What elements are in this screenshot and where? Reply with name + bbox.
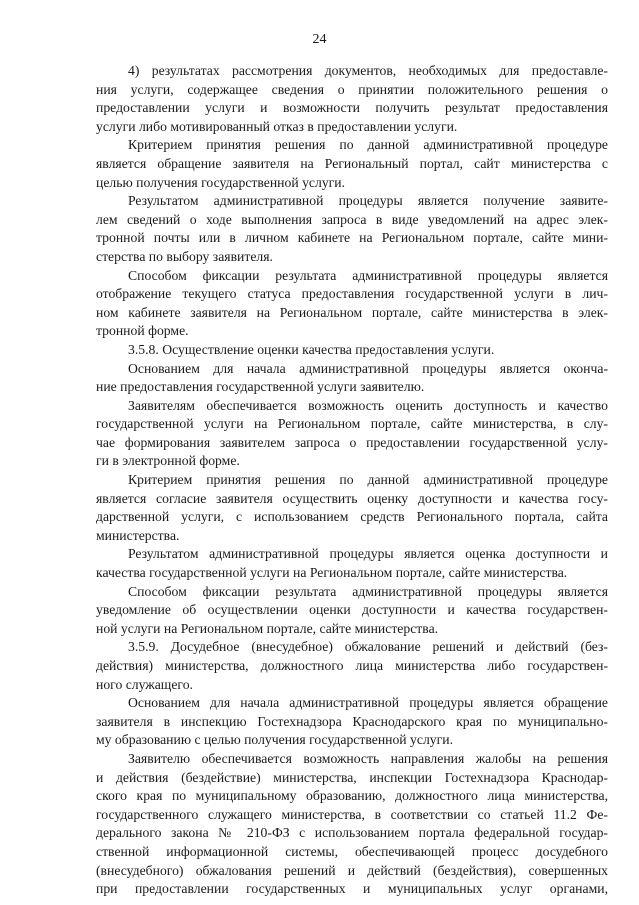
paragraph [96,341,608,360]
text-line: дерального закона № 210-ФЗ с использованием портала федеральной государ- [96,825,608,841]
text-line: му образованию с целью получения государственной услуги. [96,732,454,748]
text-line: дарственной услуги, с использованием средств Регионального портала, сайта [96,509,608,525]
text-line: 4) результатах рассмотрения документов, необходимых для предоставле- [128,63,608,78]
text-line: Заявителям обеспечивается возможность оценить доступность и качество [128,397,608,413]
text-line: отображение текущего статуса предоставления государственной услуги в лич- [96,286,608,302]
text-line: Способом фиксации результата административной процедуры является [128,267,608,283]
paragraph [96,267,608,341]
paragraph [96,471,608,545]
text-line: 3.5.8. Осуществление оценки качества предоставления услуги. [128,341,495,357]
text-line: лем сведений о ходе выполнения запроса в виде уведомлений на адрес элек- [96,211,608,227]
paragraph [96,694,608,750]
paragraph [96,192,608,266]
text-line: ной услуги на Региональном портале, сайте министерства. [96,620,439,636]
text-line: при предоставлении государственных и муниципальных услуг органами, [96,881,608,897]
text-line: ном кабинете заявителя на Региональном портале, сайте министерства в элек- [96,304,608,320]
text-line: Результатом административной процедуры является получение заявите- [128,193,608,209]
text-line: ния услуги, содержащее сведения о принятии положительного решения о [96,81,608,97]
text-line: Критерием принятия решения по данной административной процедуре [128,472,608,488]
text-line: ги в электронной форме. [96,453,240,469]
text-line: является обращение заявителя на Региональный портал, сайт министерства с [96,155,608,171]
text-line: и действия (бездействие) министерства, инспекции Гостехнадзора Краснодар- [96,769,608,785]
text-line: уведомление об осуществлении оценки доступности и качества государствен- [96,602,608,618]
paragraph [96,638,608,694]
text-line: Способом фиксации результата административной процедуры является [128,583,608,599]
text-line: тронной форме. [96,323,189,339]
paragraph [96,136,608,192]
paragraph [96,583,608,639]
text-line: государственного служащего министерства, в соответствии со статьей 11.2 Фе- [96,806,608,822]
paragraph [96,62,608,136]
text-line: Критерием принятия решения по данной административной процедуре [128,137,608,153]
text-line: Основанием для начала административной процедуры является оконча- [128,360,608,376]
text-line: (внесудебного) обжалования решений и действий (бездействия), совершенных [96,862,608,878]
text-line: чае формирования заявителем запроса о предоставлении государственной услу- [96,434,608,450]
text-line: является согласие заявителя осуществить оценку доступности и качества госу- [96,490,608,506]
document-body [96,62,608,899]
text-line: государственной услуги на Региональном портале, сайте министерства, в слу- [96,416,608,432]
text-line: Результатом административной процедуры является оценка доступности и [128,546,608,562]
paragraph [96,360,608,397]
text-line: министерства. [96,527,180,543]
text-line: ного служащего. [96,676,193,692]
paragraph [96,397,608,471]
text-line: Основанием для начала административной процедуры является обращение [128,695,608,711]
text-line: 3.5.9. Досудебное (внесудебное) обжалование решений и действий (без- [128,639,608,655]
paragraph [96,750,608,899]
text-line: тронной почты или в личном кабинете на Региональном портале, сайте мини- [96,230,608,246]
text-line: действия) министерства, должностного лица министерства либо государствен- [96,658,608,673]
text-line: услуги либо мотивированный отказ в предоставлении услуги. [96,118,458,134]
text-line: стерства по выбору заявителя. [96,248,273,264]
text-line: ние предоставления государственной услуги заявителю. [96,379,425,395]
text-line: ского края по муниципальному образованию, должностного лица министерства, [96,788,608,804]
text-line: Заявителю обеспечивается возможность направления жалобы на решения [128,750,608,766]
page-number: 24 [312,32,327,47]
text-line: ственной информационной системы, обеспечивающей процесс досудебного [96,843,608,859]
text-line: заявителя в инспекцию Гостехнадзора Краснодарского края по муниципально- [96,713,608,729]
text-line: качества государственной услуги на Региональном портале, сайте министерства. [96,565,568,581]
text-line: целью получения государственной услуги. [96,174,346,190]
paragraph [96,545,608,582]
text-line: предоставлении услуги и возможности получить результат предоставления [96,100,608,116]
